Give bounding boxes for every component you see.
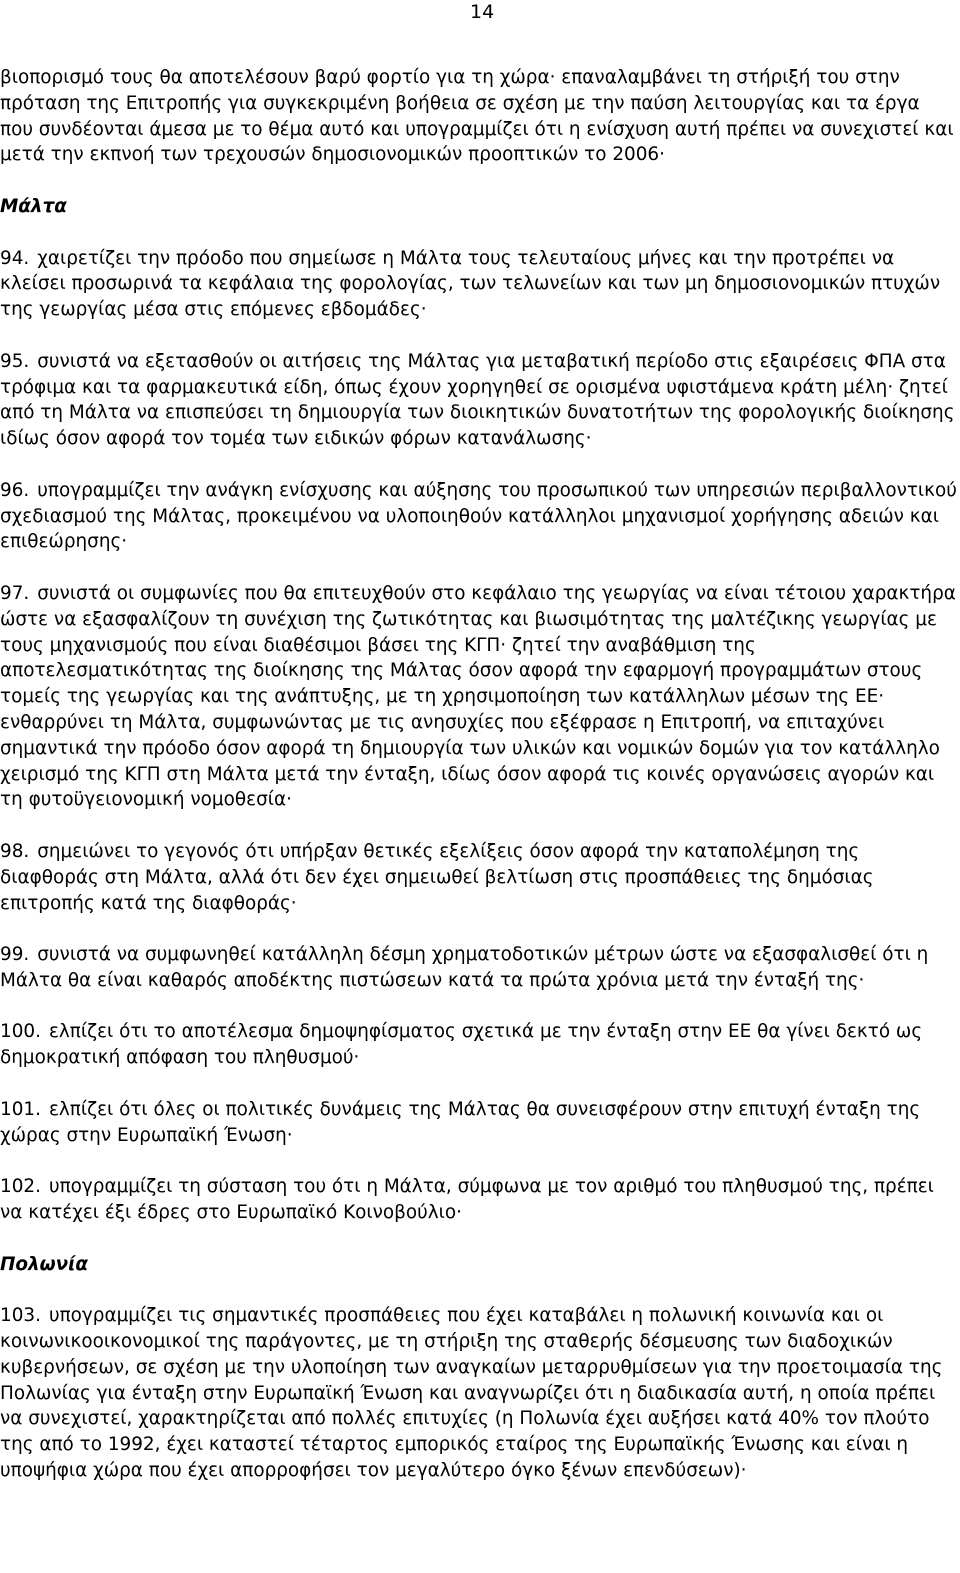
section-heading-malta: Μάλτα xyxy=(0,195,67,217)
paragraph-94 xyxy=(0,246,958,323)
paragraph-text: υπογραμμίζει την ανάγκη ενίσχυσης και αύξησης του προσωπικού των υπηρεσιών περιβαλλοντικού σχεδιασμού της Μάλτας, προκειμένου να υλοποιηθούν κατάλληλοι μηχανισμοί χορήγησης αδειών και επιθεώρησης· xyxy=(0,479,957,553)
paragraph-text: ελπίζει ότι όλες οι πολιτικές δυνάμεις της Μάλτας θα συνεισφέρουν στην επιτυχή ένταξη της χώρας στην Ευρωπαϊκή Ένωση· xyxy=(0,1098,921,1146)
paragraph-95 xyxy=(0,349,958,452)
paragraph-102 xyxy=(0,1174,958,1226)
paragraph-text: ελπίζει ότι το αποτέλεσμα δημοψηφίσματος σχετικά με την ένταξη στην ΕΕ θα γίνει δεκτό ως δημοκρατική απόφαση του πληθυσμού· xyxy=(0,1021,923,1069)
paragraph-number: 103. xyxy=(0,1305,41,1327)
paragraph-97 xyxy=(0,581,958,813)
paragraph-text: υπογραμμίζει τις σημαντικές προσπάθειες που έχει καταβάλει η πολωνική κοινωνία και οι κοινωνικοοικονομικοί της παράγοντες, με τη στήριξη της σταθερής δέσμευσης των διαδοχικών κυβερνήσεων, σε σχέση με την υλοποίηση των αναγκαίων μεταρρυθμίσεων για την προετοιμασία της Πολωνίας για ένταξη στην Ευρωπαϊκή Ένωση και αναγνωρίζει ότι η διαδικασία αυτή, η οποία πρέπει να συνεχιστεί, χαρακτηρίζεται από πολλές επιτυχίες (η Πολωνία έχει αυξήσει κατά 40% τον πλούτο της από το 1992, έχει καταστεί τέταρτος εμπορικός εταίρος της Ευρωπαϊκής Ένωσης και είναι η υποψήφια χώρα που έχει απορροφήσει τον μεγαλύτερο όγκο ξένων επενδύσεων)· xyxy=(0,1305,943,1482)
section-heading-poland: Πολωνία xyxy=(0,1253,88,1275)
paragraph-text: συνιστά οι συμφωνίες που θα επιτευχθούν στο κεφάλαιο της γεωργίας να είναι τέτοιου χαρακτήρα ώστε να εξασφαλίζουν τη συνέχιση της ζωτικότητας και βιωσιμότητας της μαλτέζικης γεωργίας με τους μηχανισμούς που είναι διαθέσιμοι βάσει της ΚΓΠ· ζητεί την αναβάθμιση της αποτελεσματικότητας της διοίκησης της Μάλτας όσον αφορά την εφαρμογή προγραμμάτων στους τομείς της γεωργίας και της ανάπτυξης, με τη χρησιμοποίηση των κατάλληλων μέσων της ΕΕ· ενθαρρύνει τη Μάλτα, συμφωνώντας με τις ανησυχίες που εξέφρασε η Επιτροπή, να επιταχύνει σημαντικά την πρόοδο όσον αφορά τη δημιουργία των υλικών και νομικών δομών για τον κατάλληλο χειρισμό της ΚΓΠ στη Μάλτα μετά την ένταξη, ιδίως όσον αφορά τις κοινές οργανώσεις αγορών και τη φυτοϋγειονομική νομοθεσία· xyxy=(0,582,956,811)
paragraph-number: 97. xyxy=(0,582,30,604)
paragraph-text: υπογραμμίζει τη σύσταση του ότι η Μάλτα, σύμφωνα με τον αριθμό του πληθυσμού της, πρέπει να κατέχει έξι έδρες στο Ευρωπαϊκό Κοινοβούλιο· xyxy=(0,1176,934,1224)
paragraph-number: 101. xyxy=(0,1098,41,1120)
paragraph-103 xyxy=(0,1303,958,1484)
paragraph-101 xyxy=(0,1097,958,1149)
paragraph-text: συνιστά να εξετασθούν οι αιτήσεις της Μάλτας για μεταβατική περίοδο στις εξαιρέσεις ΦΠΑ στα τρόφιμα και τα φαρμακευτικά είδη, όπως έχουν χορηγηθεί σε ορισμένα υφιστάμενα κράτη μέλη· ζητεί από τη Μάλτα να επισπεύσει τη δημιουργία των διοικητικών δυνατοτήτων της φορολογικής διοίκησης ιδίως όσον αφορά τον τομέα των ειδικών φόρων κατανάλωσης· xyxy=(0,350,955,450)
document-body xyxy=(0,65,958,1510)
paragraph-number: 94. xyxy=(0,247,30,269)
paragraph-text: σημειώνει το γεγονός ότι υπήρξαν θετικές εξελίξεις όσον αφορά την καταπολέμηση της διαφθοράς στη Μάλτα, αλλά ότι δεν έχει σημειωθεί βελτίωση στις προσπάθειες της δημόσιας επιτροπής κατά της διαφθοράς· xyxy=(0,840,874,914)
paragraph-number: 102. xyxy=(0,1176,41,1198)
paragraph-100 xyxy=(0,1019,958,1071)
paragraph-text: συνιστά να συμφωνηθεί κατάλληλη δέσμη χρηματοδοτικών μέτρων ώστε να εξασφαλισθεί ότι η Μάλτα θα είναι καθαρός αποδέκτης πιστώσεων κατά τα πρώτα χρόνια μετά την ένταξή της· xyxy=(0,944,929,991)
intro-paragraph: βιοπορισμό τους θα αποτελέσουν βαρύ φορτίο για τη χώρα· επαναλαμβάνει τη στήριξή του στην πρόταση της Επιτροπής για συγκεκριμένη βοήθεια σε σχέση με την παύση λειτουργίας και τα έργα που συνδέονται άμεσα με το θέμα αυτό και υπογραμμίζει ότι η ενίσχυση αυτή πρέπει να συνεχιστεί και μετά την εκπνοή των τρεχουσών δημοσιονομικών προοπτικών το 2006· xyxy=(0,67,954,166)
paragraph-number: 100. xyxy=(0,1021,41,1043)
paragraph-98 xyxy=(0,839,958,916)
paragraph-number: 98. xyxy=(0,840,30,862)
paragraph-number: 96. xyxy=(0,479,30,501)
paragraph-text: χαιρετίζει την πρόοδο που σημείωσε η Μάλτα τους τελευταίους μήνες και την προτρέπει να κλείσει προσωρινά τα κεφάλαια της φορολογίας, των τελωνείων και των μη δημοσιονομικών πτυχών της γεωργίας μέσα στις επόμενες εβδομάδες· xyxy=(0,247,941,321)
paragraph-99 xyxy=(0,942,958,994)
paragraph-96 xyxy=(0,478,958,555)
paragraph-number: 99. xyxy=(0,944,30,966)
page-number: 14 xyxy=(470,1,495,23)
paragraph-number: 95. xyxy=(0,350,30,372)
